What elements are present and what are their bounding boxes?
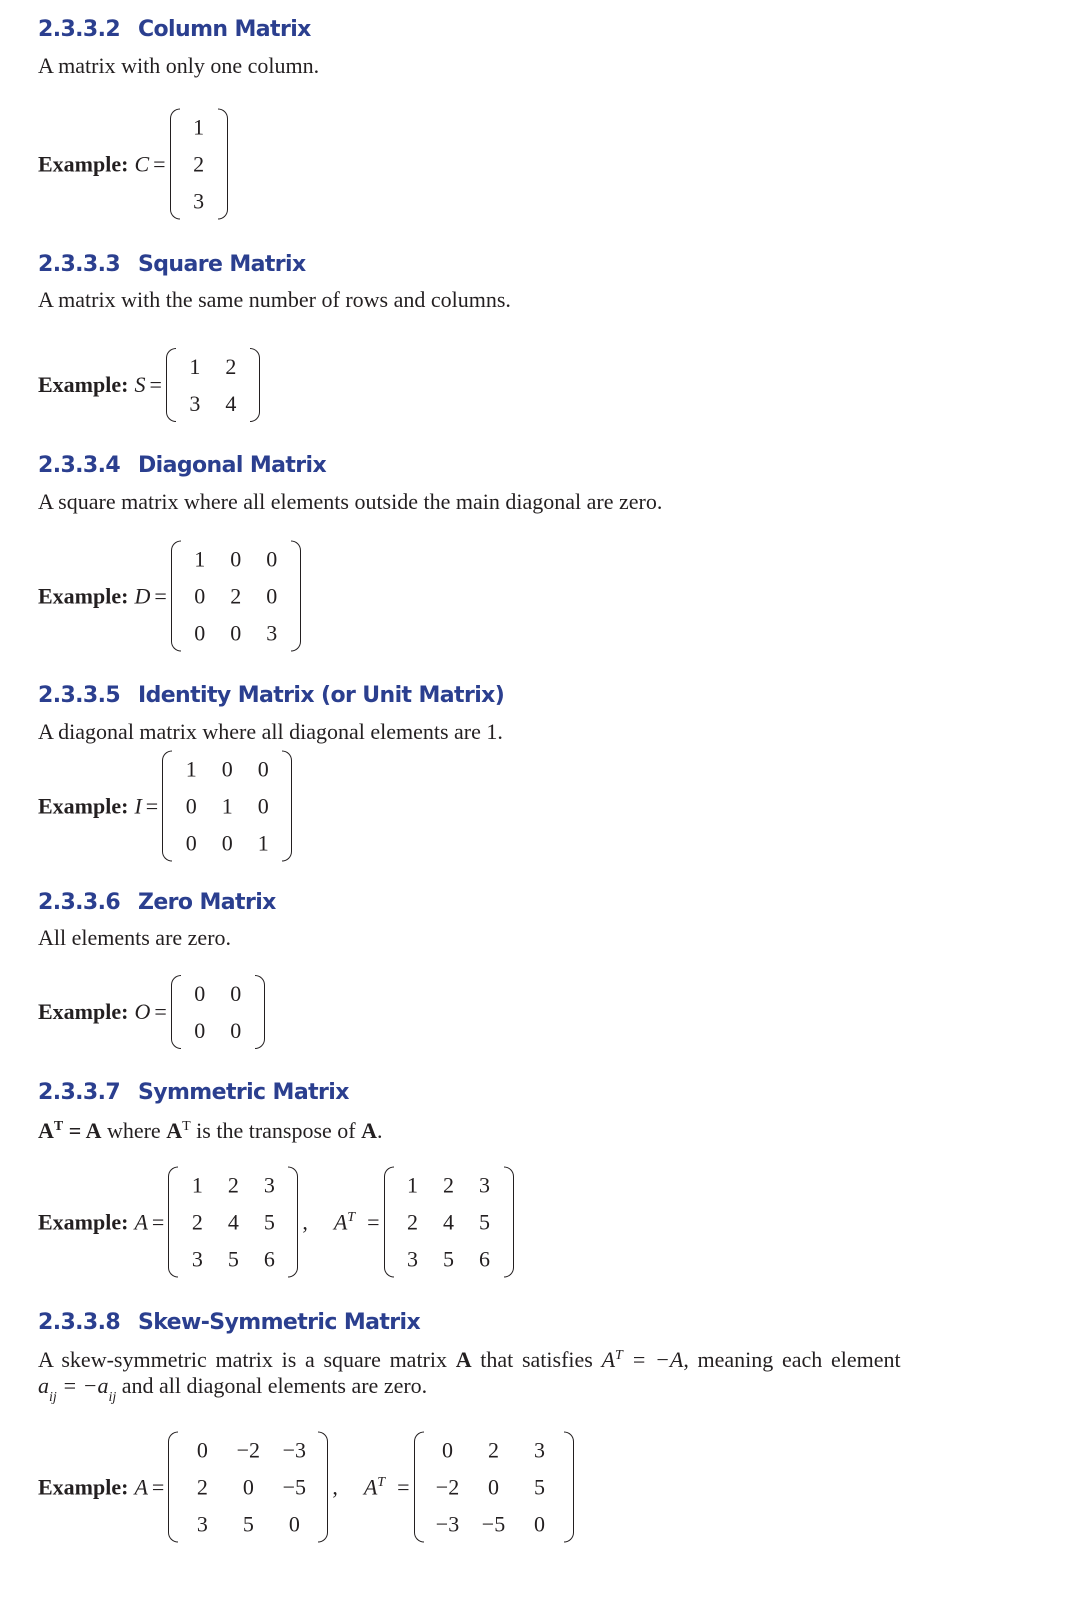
equals-sign: =	[154, 999, 167, 1024]
example-label: Example:	[38, 372, 129, 397]
matrix-cell: 0	[230, 620, 242, 646]
matrix-cell: 2	[225, 354, 237, 379]
section-description: All elements are zero.	[38, 925, 232, 950]
left-paren	[384, 1167, 394, 1278]
example	[38, 975, 265, 1049]
matrix-cell: 3	[407, 1246, 418, 1272]
example	[38, 1167, 514, 1278]
section-title: Zero Matrix	[138, 890, 276, 915]
section-heading	[38, 451, 326, 481]
right-paren	[291, 541, 301, 652]
equals-sign: =	[151, 1209, 165, 1234]
matrix-cell: 0	[194, 583, 206, 609]
example	[38, 541, 301, 652]
matrix-cell: 2	[230, 583, 242, 609]
matrix	[171, 541, 301, 652]
matrix-cell: 0	[185, 793, 197, 819]
matrix-cell: 1	[221, 793, 233, 819]
right-paren	[250, 348, 260, 422]
matrix-cell: 5	[479, 1209, 490, 1235]
matrix-cell: 0	[257, 793, 269, 819]
equals-sign: =	[151, 1474, 165, 1499]
section-title: Square Matrix	[138, 252, 306, 277]
section-description: A square matrix where all elements outside the main diagonal are zero.	[38, 489, 663, 514]
matrix-cell: 5	[242, 1511, 254, 1537]
comma: ,	[302, 1209, 308, 1234]
transpose-variable: $A^T$	[363, 1474, 386, 1499]
section-number: 2.3.3.4	[38, 453, 121, 478]
matrix-cell: 1	[185, 756, 197, 782]
matrix-cell: 1	[189, 354, 201, 379]
matrix-cell: 0	[442, 1437, 453, 1463]
matrix-cell: 1	[191, 1172, 203, 1198]
example-label: Example:	[38, 1209, 129, 1234]
section-heading	[38, 888, 276, 918]
right-paren	[282, 751, 292, 862]
matrix-cell: 1	[194, 546, 206, 572]
section-title: Column Matrix	[138, 17, 311, 42]
equals-sign: =	[367, 1209, 380, 1234]
matrix-cell: 6	[479, 1246, 490, 1272]
left-paren	[170, 109, 180, 220]
matrix-cell: 2	[193, 151, 205, 177]
section-heading	[38, 250, 306, 280]
matrix-cell: 4	[227, 1209, 239, 1235]
section-number: 2.3.3.2	[38, 17, 121, 42]
matrix-cell: 0	[230, 1018, 242, 1043]
left-paren	[414, 1432, 424, 1543]
left-paren	[166, 348, 176, 422]
left-paren	[162, 751, 172, 862]
section-title: Identity Matrix (or Unit Matrix)	[138, 683, 505, 708]
right-paren	[255, 975, 265, 1049]
right-paren	[288, 1167, 298, 1278]
example	[38, 1432, 574, 1543]
matrix-cell: 1	[193, 114, 205, 140]
section-number: 2.3.3.3	[38, 252, 121, 277]
comma: ,	[332, 1474, 338, 1499]
matrix-cell: 5	[534, 1474, 545, 1500]
matrix	[171, 975, 265, 1049]
matrix-cell: 0	[196, 1437, 208, 1463]
section-number: 2.3.3.7	[38, 1080, 121, 1105]
matrix-cell: 2	[196, 1474, 208, 1500]
left-paren	[171, 975, 181, 1049]
matrix-variable: A	[134, 1209, 148, 1234]
matrix-cell: 0	[266, 546, 278, 572]
example	[38, 109, 228, 220]
matrix-cell: 3	[193, 188, 205, 214]
matrix-cell: 0	[257, 756, 269, 782]
section-description: A diagonal matrix where all diagonal elements are 1.	[38, 719, 503, 744]
equals-sign: =	[153, 151, 166, 176]
matrix-cell: 0	[488, 1474, 499, 1500]
equals-sign: =	[149, 372, 162, 397]
equals-sign: =	[397, 1474, 410, 1499]
matrix	[166, 348, 260, 422]
section-title: Symmetric Matrix	[138, 1080, 349, 1105]
matrix-cell: 5	[227, 1246, 239, 1272]
matrix-cell: 3	[196, 1511, 208, 1537]
matrix-cell: −2	[236, 1437, 261, 1463]
matrix-cell: 2	[443, 1172, 454, 1198]
transpose-variable: $A^T$	[333, 1209, 356, 1234]
example-label: Example:	[38, 1474, 129, 1499]
example-label: Example:	[38, 999, 129, 1024]
matrix-variable: D	[134, 583, 151, 608]
matrix-cell: 0	[288, 1511, 300, 1537]
right-paren	[218, 109, 228, 220]
left-paren	[171, 541, 181, 652]
matrix-cell: 1	[257, 830, 269, 856]
matrix-cell: 3	[266, 620, 278, 646]
matrix-cell: −3	[282, 1437, 307, 1463]
matrix-cell: 0	[266, 583, 278, 609]
matrix-variable: C	[134, 151, 150, 176]
matrix-cell: 3	[534, 1437, 545, 1463]
matrix-cell: 5	[443, 1246, 454, 1272]
matrix-variable: I	[134, 793, 142, 818]
matrix-variable: A	[134, 1474, 148, 1499]
matrix-cell: 4	[225, 391, 237, 416]
matrix-cell: 0	[194, 1018, 206, 1043]
matrix-cell: −2	[435, 1474, 460, 1500]
matrix-cell: 0	[185, 830, 197, 856]
matrix-cell: 0	[230, 981, 242, 1006]
example-label: Example:	[38, 583, 129, 608]
right-paren	[564, 1432, 574, 1543]
transpose-matrix	[414, 1432, 574, 1543]
equals-sign: =	[145, 793, 159, 818]
right-paren	[318, 1432, 328, 1543]
example-label: Example:	[38, 793, 129, 818]
matrix	[168, 1167, 298, 1278]
matrix-cell: 2	[407, 1209, 418, 1235]
matrix-cell: 0	[242, 1474, 254, 1500]
matrix-cell: 0	[221, 830, 233, 856]
matrix-cell: 0	[221, 756, 233, 782]
matrix-cell: −3	[435, 1511, 460, 1537]
left-paren	[168, 1167, 178, 1278]
section-description-line2: $a_{ij} = -a_{ij}$ and all diagonal elements are zero.	[38, 1373, 428, 1405]
matrix-cell: 0	[230, 546, 242, 572]
matrix-cell: 6	[263, 1246, 275, 1272]
matrix-variable: O	[134, 999, 151, 1024]
matrix-cell: 2	[191, 1209, 203, 1235]
matrix-cell: 3	[189, 391, 201, 416]
matrix-cell: 1	[407, 1172, 418, 1198]
section-heading	[38, 681, 504, 711]
section-description: $A^T = A$ where $A^T$ is the transpose of A.	[38, 1118, 383, 1144]
matrix-cell: 0	[534, 1511, 545, 1537]
section-heading	[38, 1308, 420, 1338]
section-description: A skew-symmetric matrix is a square matrix A that satisfies $A^T = -A$, meaning each element	[38, 1347, 901, 1373]
example	[38, 751, 292, 862]
matrix-cell: −5	[282, 1474, 307, 1500]
section-heading	[38, 1078, 349, 1108]
section-description: A matrix with the same number of rows and columns.	[38, 287, 511, 312]
matrix-cell: 3	[263, 1172, 275, 1198]
matrix-cell: 4	[443, 1209, 454, 1235]
section-title: Diagonal Matrix	[138, 453, 327, 478]
matrix-cell: 3	[479, 1172, 490, 1198]
section-description: A matrix with only one column.	[38, 53, 320, 78]
matrix	[170, 109, 228, 220]
matrix-variable: S	[134, 372, 146, 397]
matrix-cell: −5	[481, 1511, 506, 1537]
right-paren	[504, 1167, 514, 1278]
matrix-cell: 3	[191, 1246, 203, 1272]
example	[38, 348, 260, 422]
matrix-cell: 0	[194, 981, 206, 1006]
transpose-matrix	[384, 1167, 514, 1278]
section-number: 2.3.3.6	[38, 890, 121, 915]
matrix	[168, 1432, 328, 1543]
matrix-cell: 5	[263, 1209, 275, 1235]
section-title: Skew-Symmetric Matrix	[138, 1310, 421, 1335]
section-number: 2.3.3.8	[38, 1310, 121, 1335]
matrix-cell: 2	[488, 1437, 499, 1463]
example-label: Example:	[38, 151, 129, 176]
left-paren	[168, 1432, 178, 1543]
section-number: 2.3.3.5	[38, 683, 121, 708]
equals-sign: =	[154, 583, 167, 608]
matrix-cell: 2	[227, 1172, 239, 1198]
matrix-cell: 0	[194, 620, 206, 646]
section-heading	[38, 15, 311, 45]
matrix	[162, 751, 292, 862]
